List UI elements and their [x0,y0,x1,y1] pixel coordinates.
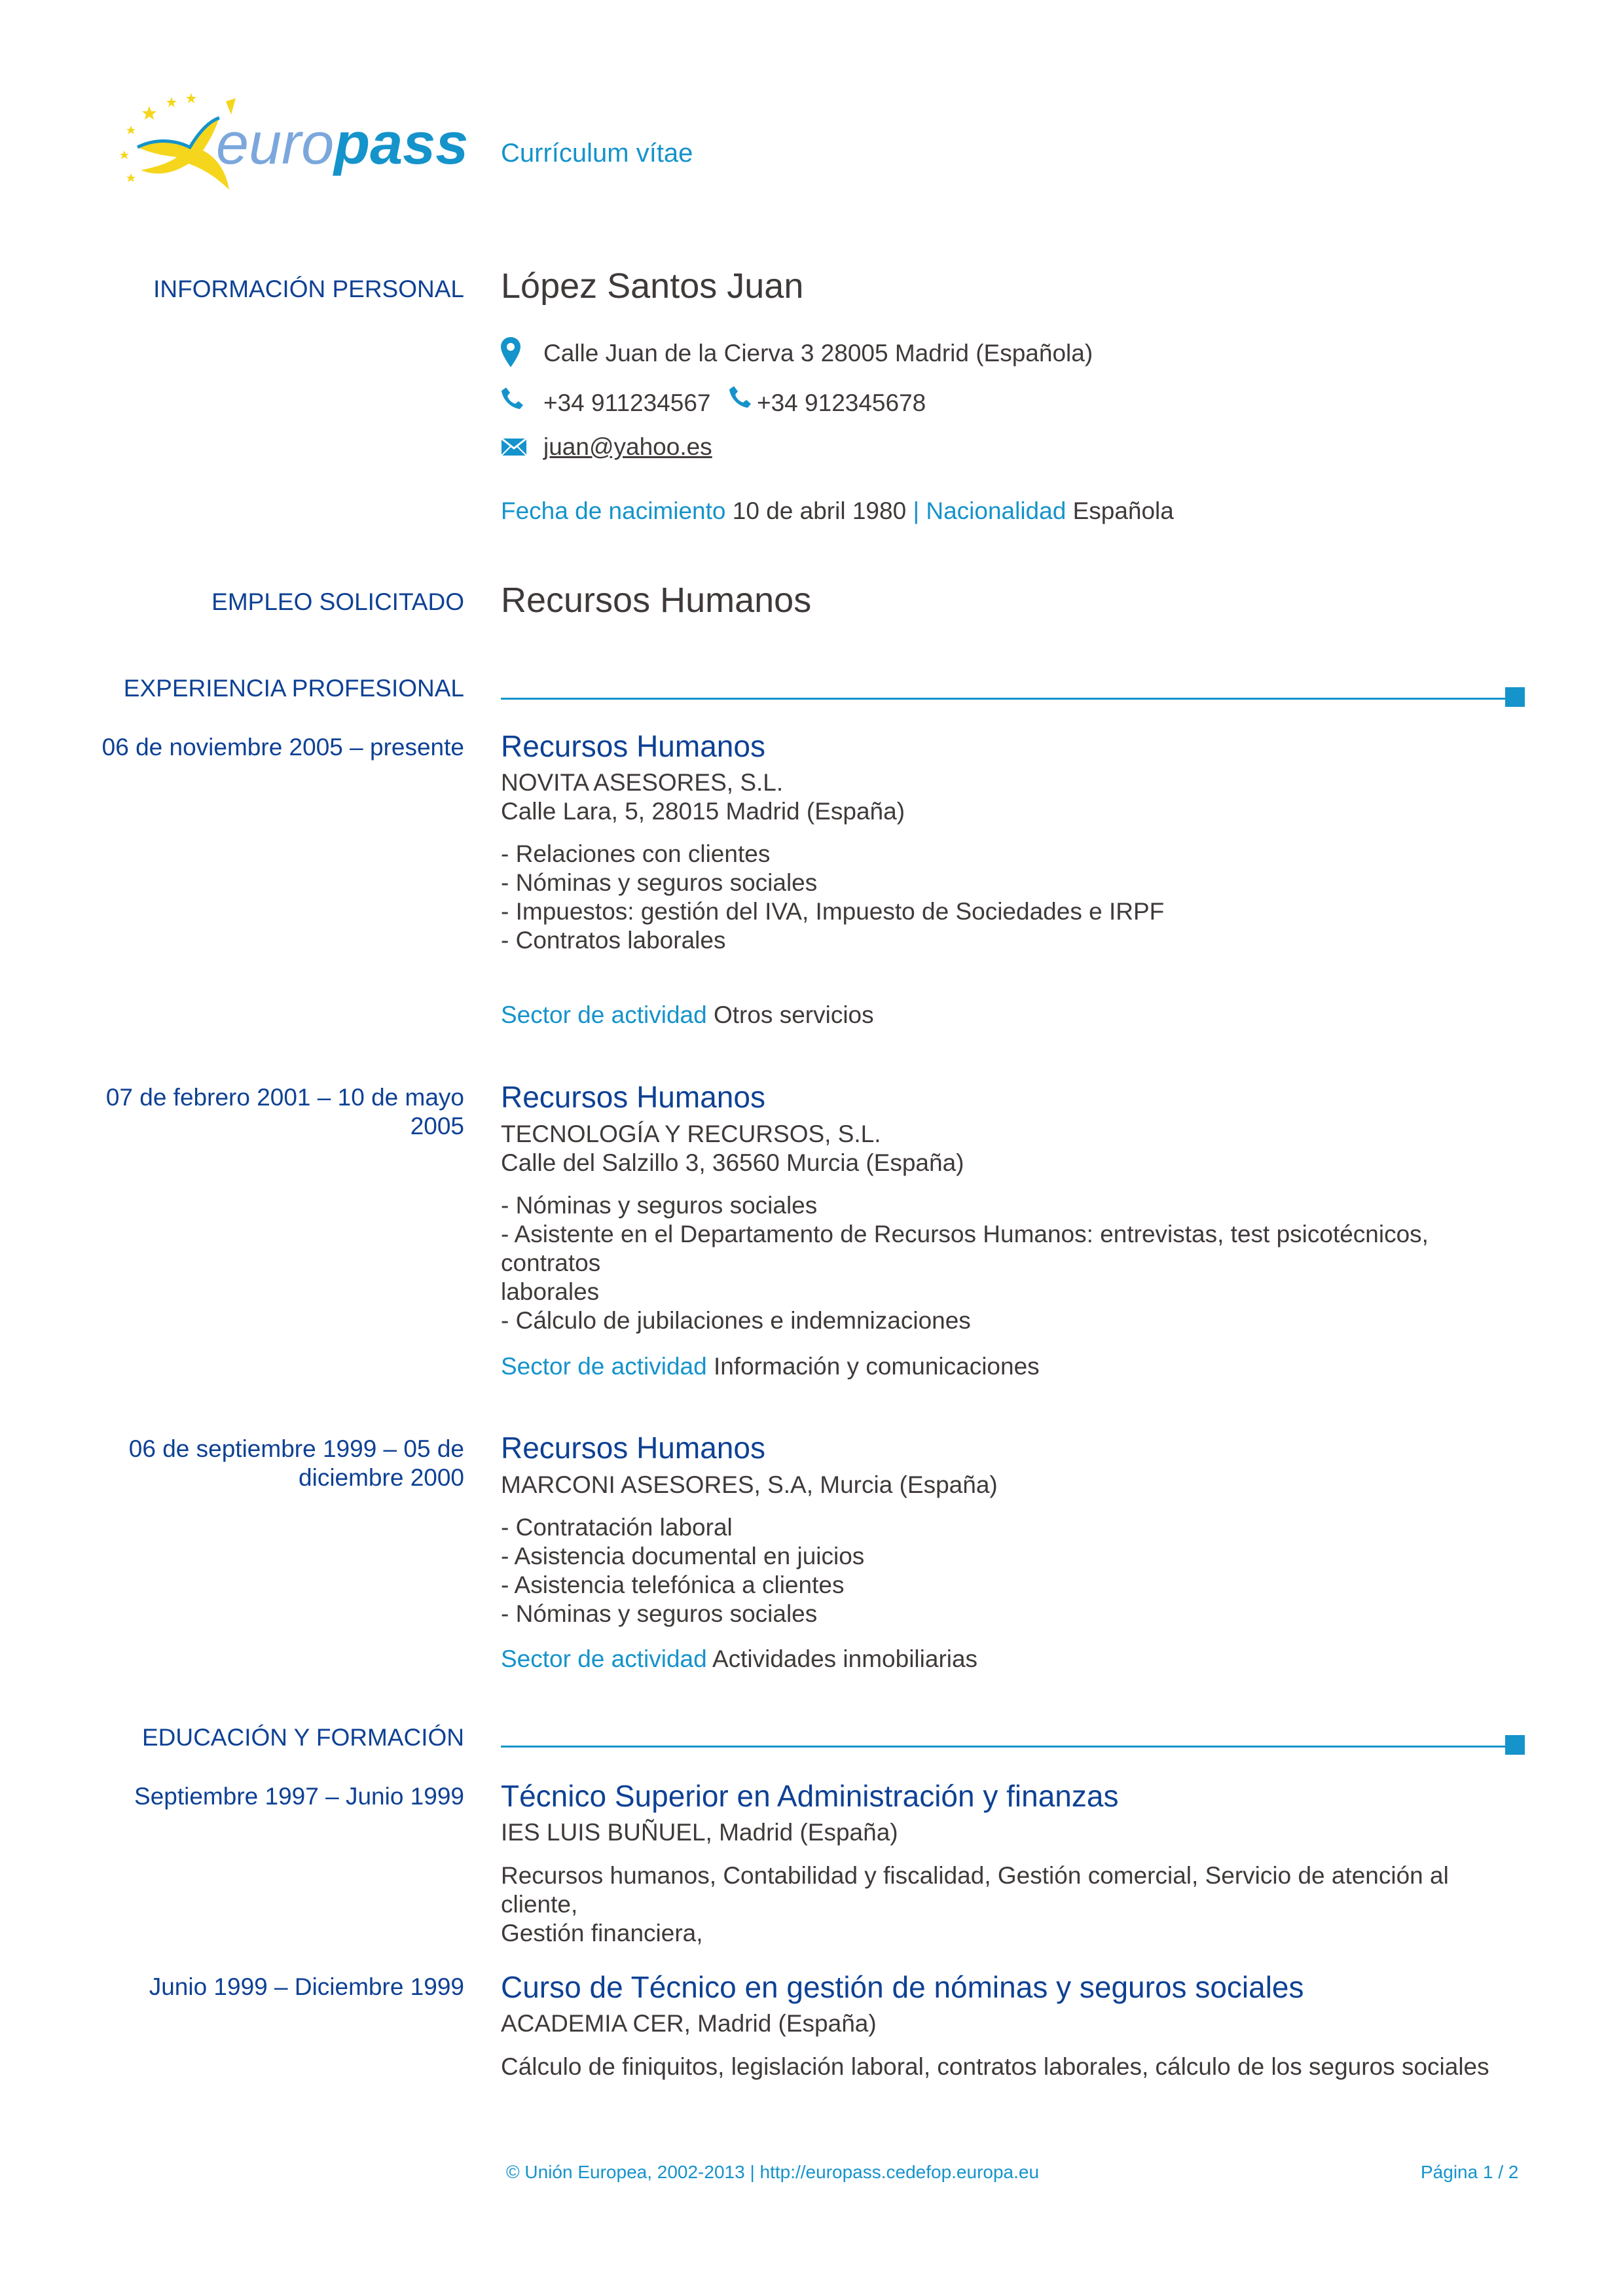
detail-line: Cálculo de finiquitos, legislación laboral, contratos laborales, cálculo de los seguros sociales [501,2053,1489,2080]
education-2-title: Curso de Técnico en gestión de nóminas y seguros sociales [501,1970,1304,2004]
task-line: - Asistente en el Departamento de Recursos Humanos: entrevistas, test psicotécnicos, contratos [501,1221,1429,1276]
employer-line: MARCONI ASESORES, S.A, Murcia (España) [501,1471,998,1498]
nationality-value: Española [1072,497,1174,524]
employer-line: Calle Lara, 5, 28015 Madrid (España) [501,798,905,825]
footer-copyright: © Unión Europea, 2002-2013 | http://europass.cedefop.europa.eu [506,2162,1040,2182]
education-2-institution: ACADEMIA CER, Madrid (España) [501,2010,877,2037]
detail-line: Gestión financiera, [501,1920,703,1946]
email-icon [501,438,527,456]
employer-line: NOVITA ASESORES, S.L. [501,769,784,796]
education-1-details [501,1861,1509,1948]
task-line: - Cálculo de jubilaciones e indemnizaciones [501,1307,971,1334]
experience-1-title: Recursos Humanos [501,729,765,763]
task-line: laborales [501,1278,600,1305]
experience-3-dates [129,1435,464,1492]
date-line: 06 de septiembre 1999 – 05 de [128,1435,464,1462]
experience-2-dates [106,1083,464,1141]
person-name: López Santos Juan [501,266,804,306]
experience-1-employer [501,768,905,826]
task-line: - Asistencia documental en juicios [501,1543,865,1570]
date-line: 2005 [410,1113,464,1139]
experience-2-employer [501,1120,964,1177]
section-divider-square [1505,687,1525,707]
phone-icon [501,386,524,410]
section-label-experience: EXPERIENCIA PROFESIONAL [123,675,464,702]
section-label-job: EMPLEO SOLICITADO [211,588,464,615]
birth-nationality-line [501,497,1174,526]
experience-1-dates [102,733,464,762]
logo-text-pass: pass [334,111,469,177]
experience-2-tasks [501,1191,1509,1335]
education-1-dates: Septiembre 1997 – Junio 1999 [134,1783,464,1810]
footer-page-number [1421,2161,1518,2183]
separator: | [913,497,920,524]
sector-label: Sector de actividad [501,1353,707,1380]
sector-label: Sector de actividad [501,1645,707,1672]
education-2-details [501,2053,1509,2081]
birth-date-value: 10 de abril 1980 [732,497,907,524]
experience-1-tasks [501,840,1164,955]
phone-secondary: +34 912345678 [757,389,926,416]
experience-3-tasks [501,1513,864,1628]
europass-logo [111,85,478,196]
education-2-dates: Junio 1999 – Diciembre 1999 [149,1973,464,2000]
experience-1-sector [501,1001,874,1030]
task-line: - Nóminas y seguros sociales [501,869,818,896]
employer-line: TECNOLOGÍA Y RECURSOS, S.L. [501,1121,881,1147]
section-label-personal: INFORMACIÓN PERSONAL [153,276,464,302]
sector-value: Información y comunicaciones [713,1353,1040,1380]
location-icon [501,337,520,367]
sector-value: Actividades inmobiliarias [712,1645,978,1672]
task-line: - Nóminas y seguros sociales [501,1192,818,1219]
date-line: 06 de noviembre 2005 – presente [101,734,464,761]
logo-text-euro: euro [216,111,335,177]
page-label: Página [1421,2162,1478,2182]
task-line: - Asistencia telefónica a clientes [501,1571,845,1598]
sector-value: Otros servicios [713,1001,874,1028]
experience-2-sector [501,1352,1040,1381]
section-divider [501,1746,1509,1748]
section-divider [501,698,1509,700]
page-current: 1 [1482,2162,1493,2182]
document-title: Currículum vítae [501,139,693,168]
mobile-phone-icon [729,385,752,408]
job-applied-value: Recursos Humanos [501,581,812,620]
education-1-title: Técnico Superior en Administración y finanzas [501,1779,1119,1813]
phone-primary: +34 911234567 [543,389,711,416]
section-label-education: EDUCACIÓN Y FORMACIÓN [141,1724,464,1751]
task-line: - Nóminas y seguros sociales [501,1600,818,1627]
experience-2-title: Recursos Humanos [501,1080,765,1114]
detail-line: Recursos humanos, Contabilidad y fiscalidad, Gestión comercial, Servicio de atención al cliente, [501,1862,1449,1918]
sector-label: Sector de actividad [501,1001,707,1028]
task-line: - Contratos laborales [501,927,726,954]
experience-3-title: Recursos Humanos [501,1431,765,1465]
task-line: - Relaciones con clientes [501,840,771,867]
email-link[interactable]: juan@yahoo.es [543,433,712,460]
employer-line: Calle del Salzillo 3, 36560 Murcia (España) [501,1149,964,1176]
page-total: 2 [1508,2162,1519,2182]
task-line: - Contratación laboral [501,1514,733,1541]
address: Calle Juan de la Cierva 3 28005 Madrid (Española) [543,340,1093,367]
birth-date-label: Fecha de nacimiento [501,497,726,524]
experience-3-employer [501,1471,998,1499]
experience-3-sector [501,1645,977,1674]
date-line: diciembre 2000 [299,1464,464,1491]
task-line: - Impuestos: gestión del IVA, Impuesto de Sociedades e IRPF [501,898,1165,925]
date-line: 07 de febrero 2001 – 10 de mayo [105,1084,464,1111]
page-separator: / [1498,2162,1504,2182]
nationality-label: Nacionalidad [926,497,1067,524]
education-1-institution: IES LUIS BUÑUEL, Madrid (España) [501,1819,898,1846]
section-divider-square [1505,1735,1525,1755]
